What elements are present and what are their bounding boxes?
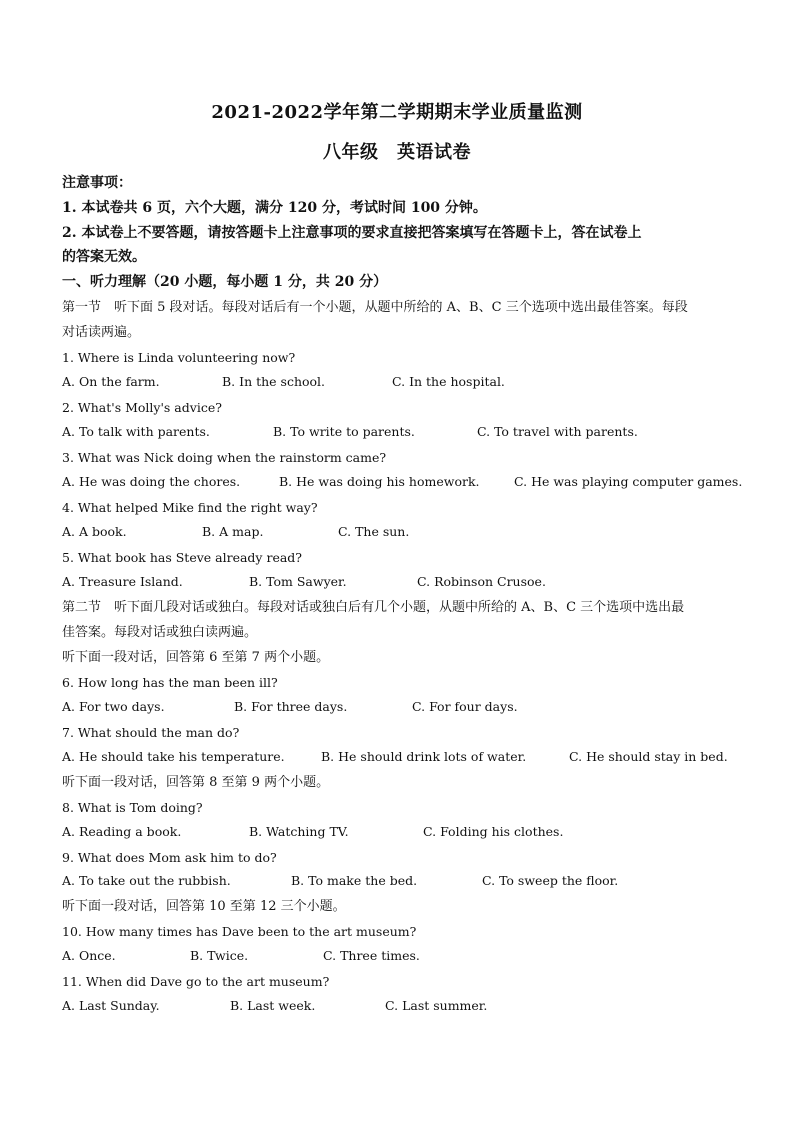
part2-instruction: 第二节 听下面几段对话或独白。每段对话或独白后有几个小题，从题中所给的 A、B、C 三个选项中选出最 (62, 600, 685, 615)
dialogue-group-8-9: 听下面一段对话，回答第 8 至第 9 两个小题。 (62, 775, 330, 790)
dialogue-group-10-12: 听下面一段对话，回答第 10 至第 12 三个小题。 (62, 899, 346, 914)
question-1: 1. Where is Linda volunteering now? (62, 350, 296, 365)
option-c: C. Last summer. (385, 998, 488, 1013)
option-c: C. He was playing computer games. (514, 474, 743, 489)
option-c: C. To sweep the floor. (482, 873, 619, 888)
option-a: A. A book. (62, 524, 127, 539)
option-a: A. He was doing the chores. (62, 474, 241, 489)
option-a: A. Last Sunday. (62, 998, 160, 1013)
option-b: B. In the school. (222, 374, 326, 389)
question-11: 11. When did Dave go to the art museum? (62, 974, 330, 989)
option-c: C. Folding his clothes. (423, 824, 564, 839)
notice-item-2-cont: 的答案无效。 (62, 249, 146, 265)
option-b: B. Last week. (230, 998, 316, 1013)
option-a: A. Treasure Island. (62, 574, 183, 589)
option-b: B. He should drink lots of water. (321, 749, 527, 764)
option-a: A. For two days. (62, 699, 165, 714)
question-8: 8. What is Tom doing? (62, 800, 203, 815)
option-a: A. On the farm. (62, 374, 160, 389)
option-c: C. He should stay in bed. (569, 749, 728, 764)
option-a: A. To talk with parents. (62, 424, 210, 439)
option-b: B. Twice. (190, 948, 249, 963)
notice-item-1: 1. 本试卷共 6 页，六个大题，满分 120 分，考试时间 100 分钟。 (62, 200, 487, 216)
part1-instruction-cont: 对话读两遍。 (62, 325, 141, 340)
option-c: C. Robinson Crusoe. (417, 574, 546, 589)
section-heading: 一、听力理解（20 小题，每小题 1 分，共 20 分） (62, 274, 388, 290)
question-6: 6. How long has the man been ill? (62, 675, 278, 690)
option-c: C. Three times. (323, 948, 420, 963)
question-3: 3. What was Nick doing when the rainstorm came? (62, 450, 387, 465)
question-9: 9. What does Mom ask him to do? (62, 850, 277, 865)
option-a: A. Reading a book. (62, 824, 182, 839)
exam-title: 2021-2022学年第二学期期末学业质量监测 (211, 102, 583, 123)
option-b: B. Watching TV. (249, 824, 349, 839)
part1-instruction: 第一节 听下面 5 段对话。每段对话后有一个小题，从题中所给的 A、B、C 三个选项中选出最佳答案。每段 (62, 300, 688, 315)
exam-subtitle: 八年级 英语试卷 (323, 142, 471, 163)
option-c: C. To travel with parents. (477, 424, 638, 439)
option-b: B. To write to parents. (273, 424, 415, 439)
question-2: 2. What's Molly's advice? (62, 400, 222, 415)
notice-heading: 注意事项： (62, 175, 132, 191)
option-b: B. He was doing his homework. (279, 474, 480, 489)
option-b: B. To make the bed. (291, 873, 418, 888)
notice-item-2: 2. 本试卷上不要答题，请按答题卡上注意事项的要求直接把答案填写在答题卡上，答在试卷上 (62, 225, 642, 241)
option-a: A. Once. (62, 948, 116, 963)
option-b: B. Tom Sawyer. (249, 574, 347, 589)
question-5: 5. What book has Steve already read? (62, 550, 302, 565)
question-10: 10. How many times has Dave been to the art museum? (62, 924, 417, 939)
question-7: 7. What should the man do? (62, 725, 240, 740)
question-4: 4. What helped Mike find the right way? (62, 500, 318, 515)
part2-instruction-cont: 佳答案。每段对话或独白读两遍。 (62, 625, 258, 640)
option-b: B. For three days. (234, 699, 348, 714)
option-c: C. In the hospital. (392, 374, 505, 389)
option-c: C. The sun. (338, 524, 410, 539)
option-c: C. For four days. (412, 699, 518, 714)
dialogue-group-6-7: 听下面一段对话，回答第 6 至第 7 两个小题。 (62, 650, 330, 665)
option-a: A. To take out the rubbish. (62, 873, 231, 888)
option-a: A. He should take his temperature. (62, 749, 285, 764)
option-b: B. A map. (202, 524, 264, 539)
